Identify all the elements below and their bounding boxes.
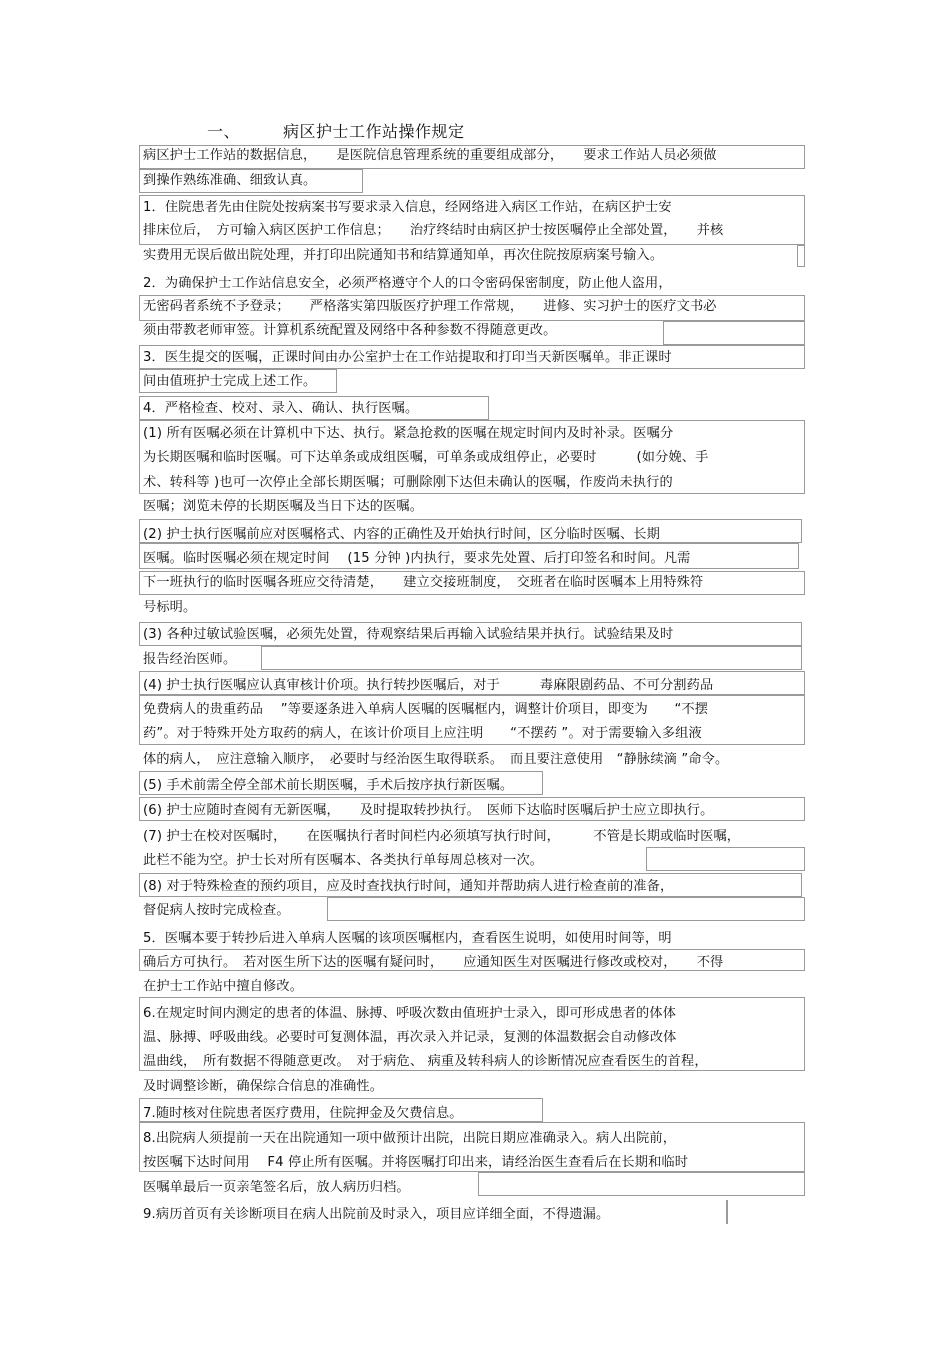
text-line: 4．严格检查、校对、录入、确认、执行医嘱。 [143,401,419,416]
text-line: 此栏不能为空。护士长对所有医嘱本、各类执行单每周总核对一次。 [143,853,544,868]
title-number: 一、 [207,122,241,141]
text-line: (1) 所有医嘱必须在计算机中下达、执行。紧急抢救的医嘱在规定时间内及时补录。医嘱分 [143,426,674,441]
text-line: (2) 护士执行医嘱前应对医嘱格式、内容的正确性及开始执行时间，区分临时医嘱、长期 [143,527,660,542]
text-line: 实费用无误后做出院处理，并打印出院通知书和结算通知单，再次住院按原病案号输入。 [143,248,664,263]
text-line: 督促病人按时完成检查。 [143,903,290,918]
text-line: 为长期医嘱和临时医嘱。可下达单条或成组医嘱，可单条或成组停止，必要时 (如分娩、手 [143,450,709,465]
text-line: 温曲线， 所有数据不得随意更改。 对于病危、 病重及转科病人的诊断情况应查看医生的首程， [143,1054,708,1069]
text-line: 排床位后， 方可输入病区医护工作信息； 治疗终结时由病区护士按医嘱停止全部处置， 并核 [143,223,724,238]
text-line: (3) 各种过敏试验医嘱，必须先处置，待观察结果后再输入试验结果并执行。试验结果及时 [143,627,674,642]
text-line: 术、转科等 )也可一次停止全部长期医嘱；可删除刚下达但未确认的医嘱，作废尚未执行的 [143,475,673,490]
frame-6 [663,321,805,345]
text-line: 在护士工作站中擅自修改。 [143,979,304,994]
frame-4 [797,245,805,267]
text-line: 3．医生提交的医嘱，正课时间由办公室护士在工作站提取和打印当天新医嘱单。非正课时 [143,350,672,365]
text-line: 8.出院病人须提前一天在出院通知一项中做预计出院，出院日期应准确录入。病人出院前， [143,1131,677,1146]
frame-22 [327,897,805,921]
text-line: 5．医嘱本要于转抄后进入单病人医嘱的该项医嘱框内，查看医生说明，如使用时间等，明 [143,931,672,946]
text-line: 下一班执行的临时医嘱各班应交待清楚， 建立交接班制度， 交班者在临时医嘱本上用特殊符 [143,575,704,590]
frame-20 [646,847,805,871]
frame-15 [261,646,802,670]
text-line: 确后方可执行。 若对医生所下达的医嘱有疑问时， 应通知医生对医嘱进行修改或校对， 不得 [143,955,724,970]
text-line: 须由带教老师审签。计算机系统配置及网络中各种参数不得随意更改。 [143,323,557,338]
text-line: (7) 护士在校对医嘱时， 在医嘱执行者时间栏内必须填写执行时间， 不管是长期或临时医嘱， [143,829,741,844]
text-line: (5) 手术前需全停全部术前长期医嘱，手术后按序执行新医嘱。 [143,778,514,793]
text-line: 医嘱单最后一页亲笔签名后，放人病历归档。 [143,1180,410,1195]
text-line: 7.随时核对住院患者医疗费用，住院押金及欠费信息。 [143,1106,463,1121]
text-line: 6.在规定时间内测定的患者的体温、脉搏、呼吸次数由值班护士录入，即可形成患者的体体 [143,1006,677,1021]
text-line: 免费病人的贵重药品 ”等要逐条进入单病人医嘱的医嘱框内，调整计价项目，即变为 “不摆 [143,702,709,717]
frame-28 [726,1200,728,1224]
page-title [207,119,465,142]
text-line: 2．为确保护士工作站信息安全，必须严格遵守个人的口令密码保密制度，防止他人盗用， [143,276,672,291]
text-line: 1．住院患者先由住院处按病案书写要求录入信息，经网络进入病区工作站，在病区护士安 [143,200,672,215]
text-line: 报告经治医师。 [143,652,237,667]
text-line: 医嘱；浏览未停的长期医嘱及当日下达的医嘱。 [143,499,424,514]
text-line: (6) 护士应随时查阅有无新医嘱， 及时提取转抄执行。 医师下达临时医嘱后护士应立即执行。 [143,803,714,818]
title-text: 病区护士工作站操作规定 [283,122,465,141]
text-line: 按医嘱下达时间用 F4 停止所有医嘱。并将医嘱打印出来，请经治医生查看后在长期和临时 [143,1155,689,1170]
text-line: 无密码者系统不予登录； 严格落实第四版医疗护理工作常规， 进修、实习护士的医疗文书必 [143,299,717,314]
text-line: 温、脉搏、呼吸曲线。必要时可复测体温，再次录入并记录，复测的体温数据会自动修改体 [143,1030,677,1045]
text-line: 药”。对于特殊开处方取药的病人，在该计价项目上应注明 “不摆药 ”。对于需要输入多组液 [143,726,702,741]
text-line: (8) 对于特殊检查的预约项目，应及时查找执行时间，通知并帮助病人进行检查前的准备， [143,879,674,894]
text-line: (4) 护士执行医嘱应认真审核计价项。执行转抄医嘱后，对于 毒麻限剧药品、不可分割药品 [143,678,714,693]
text-line: 号标明。 [143,600,197,615]
frame-27 [478,1172,805,1196]
text-line: 医嘱。临时医嘱必须在规定时间 (15 分钟 )内执行，要求先处置、后打印签名和时间。凡需 [143,551,691,566]
text-line: 9.病历首页有关诊断项目在病人出院前及时录入，项目应详细全面，不得遗漏。 [143,1207,610,1222]
text-line: 病区护士工作站的数据信息， 是医院信息管理系统的重要组成部分， 要求工作站人员必须做 [143,148,717,163]
text-line: 及时调整诊断，确保综合信息的准确性。 [143,1079,384,1094]
text-line: 体的病人， 应注意输入顺序， 必要时与经治医生取得联系。 而且要注意使用 “静脉续滴 ”命令。 [143,752,729,767]
text-line: 到操作熟练准确、细致认真。 [143,173,317,188]
text-line: 间由值班护士完成上述工作。 [143,374,317,389]
